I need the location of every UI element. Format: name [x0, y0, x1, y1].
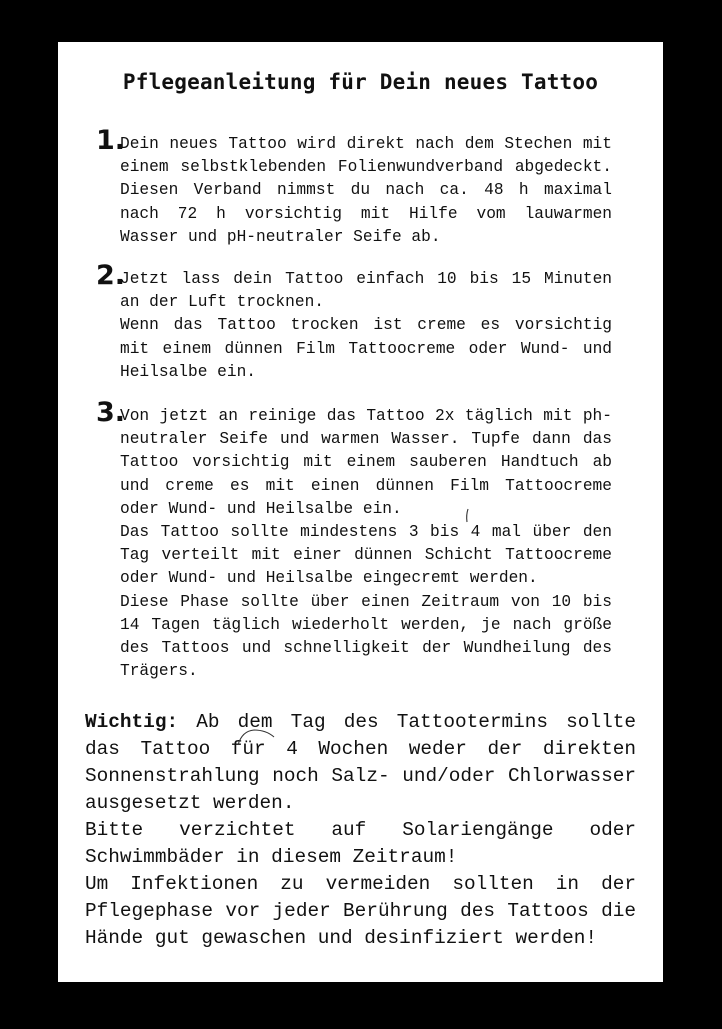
step-text: [120, 405, 612, 683]
important-text: Ab dem Tag des Tattootermins sollte das Tattoo für 4 Wochen weder der direkten Sonnenstrahlung noch Salz- und/oder Chlorwasser ausgesetzt werden.: [85, 711, 636, 814]
step-paragraph: Das Tattoo sollte mindestens 3 bis 4 mal über den Tag verteilt mit einer dünnen Schicht Tattoocreme oder Wund- und Heilsalbe eingecremt werden.: [120, 523, 612, 588]
step-paragraph: Dein neues Tattoo wird direkt nach dem Stechen mit einem selbstklebenden Folienwundverband abgedeckt. Diesen Verband nimmst du nach ca. 48 h maximal nach 72 h vorsichtig mit Hilfe vom lauwarmen Wasser und pH-neutraler Seife ab.: [120, 135, 612, 246]
step-text: [120, 133, 612, 249]
important-paragraph: Bitte verzichtet auf Solariengänge oder Schwimmbäder in diesem Zeitraum!: [85, 819, 636, 868]
page-title: Pflegeanleitung für Dein neues Tattoo: [122, 70, 599, 94]
step-number: 2.: [96, 260, 126, 291]
important-note: [85, 709, 636, 952]
important-paragraph: Um Infektionen zu vermeiden sollten in der Pflegephase vor jeder Berührung des Tattoos die Hände gut gewaschen und desinfiziert werden!: [85, 873, 636, 949]
step-paragraph: Jetzt lass dein Tattoo einfach 10 bis 15 Minuten an der Luft trocknen.: [120, 270, 612, 312]
step-paragraph: Diese Phase sollte über einen Zeitraum von 10 bis 14 Tagen täglich wiederholt werden, je nach größe des Tattoos und schnelligkeit der Wundheilung des Trägers.: [120, 592, 612, 681]
step-3: [96, 397, 612, 683]
step-number: 3.: [96, 397, 126, 428]
important-first-paragraph: [85, 709, 636, 817]
important-label: Wichtig:: [85, 711, 179, 733]
step-text: [120, 268, 612, 384]
instruction-sheet: [58, 42, 663, 982]
step-paragraph: Wenn das Tattoo trocken ist creme es vorsichtig mit einem dünnen Film Tattoocreme oder Wund- und Heilsalbe ein.: [120, 316, 612, 381]
step-2: [96, 260, 612, 384]
step-paragraph: Von jetzt an reinige das Tattoo 2x täglich mit ph-neutraler Seife und warmen Wasser. Tupfe dann das Tattoo vorsichtig mit einem sauberen Handtuch ab und creme es mit einen dünnen Film Tattoocreme oder Wund- und Heilsalbe ein.: [120, 407, 612, 518]
step-1: [96, 125, 612, 249]
step-number: 1.: [96, 125, 126, 156]
